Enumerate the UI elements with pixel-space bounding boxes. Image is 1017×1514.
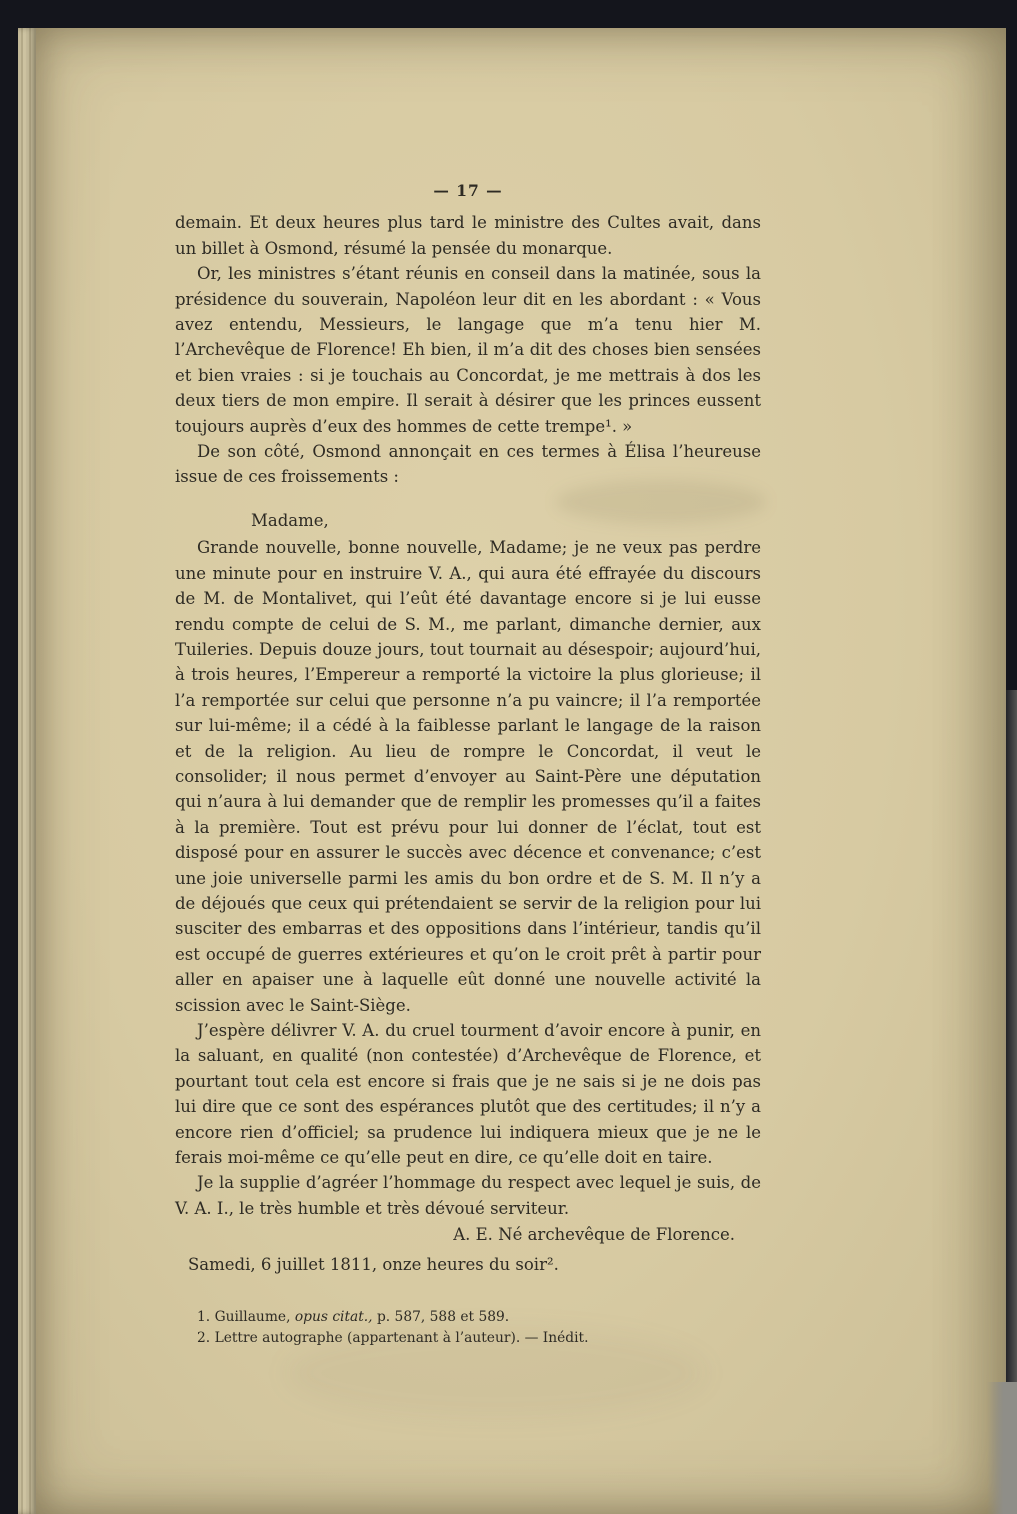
letter-paragraph-1: Grande nouvelle, bonne nouvelle, Madame; je ne veux pas perdre une minute pour en instruire V. A., qui aura été effrayée du discours de M. de Montalivet, qui l’eût été davantage encore si je lui eusse rendu compte de celui de S. M., me parlant, dimanche dernier, aux Tuileries. Depuis douze jours, tout tournait au désespoir; aujourd’hui, à trois heures, l’Empereur a remporté la victoire la plus glorieuse; il l’a remportée sur celui que personne n’a pu vaincre; il l’a remportée sur lui-même; il a cédé à la faiblesse parlant le langage de la raison et de la religion. Au lieu de rompre le Concordat, il veut le consolider; il nous permet d’envoyer au Saint-Père une députation qui n’aura à lui demander que de remplir les promesses qu’il a faites à la première. Tout est prévu pour lui donner de l’éclat, tout est disposé pour en assurer le succès avec décence et convenance; c’est une joie universelle parmi les amis du bon ordre et de S. M. Il n’y a de déjoués que ceux qui prétendaient se servir de la religion pour lui susciter des embarras et des oppositions dans l’intérieur, tandis qu’il est occupé de guerres extérieures et qu’on le croit prêt à partir pour aller en apaiser une à laquelle eût donné une nouvelle activité la scission avec le Saint-Siège. — [175, 538, 761, 1015]
footnote-text: p. 587, 588 et 589. — [372, 1309, 510, 1326]
letter-signature: A. E. Né archevêque de Florence. — [453, 1225, 735, 1245]
page-edge-wear — [1003, 690, 1017, 1390]
footnote-text-italic: opus citat., — [294, 1309, 373, 1326]
letter-salutation: Madame, — [251, 510, 329, 530]
footnote-2 — [197, 1328, 761, 1349]
letter-paragraph-2: J’espère délivrer V. A. du cruel tourment d’avoir encore à punir, en la saluant, en qualité (non contestée) d’Archevêque de Florence, et pourtant tout cela est encore si frais que je ne sais si je ne dois pas lui dire que ce sont des espérances plutôt que des certitudes; il n’y a encore rien d’officiel; sa prudence lui indiquera mieux que je ne le ferais moi-même ce qu’elle peut en dire, ce qu’elle doit en taire. — [175, 1021, 761, 1168]
footnote-1 — [197, 1307, 761, 1328]
page-content — [175, 178, 761, 1349]
paragraph-osmond-intro: De son côté, Osmond annonçait en ces termes à Élisa l’heureuse issue de ces froissements : — [175, 442, 761, 487]
footnote-text: Lettre autographe (appartenant à l’auteur). — Inédit. — [214, 1330, 589, 1347]
paragraph-council: Or, les ministres s’étant réunis en conseil dans la matinée, sous la présidence du souverain, Napoléon leur dit en les abordant : « Vous avez entendu, Messieurs, le langage que m’a tenu hier M. l’Archevêque de Florence! Eh bien, il m’a dit des choses bien sensées et bien vraies : si je touchais au Concordat, je me mettrais à dos les deux tiers de mon empire. Il serait à désirer que les princes eussent toujours auprès d’eux des hommes de cette trempe¹. » — [175, 264, 761, 436]
corner-wear — [987, 1382, 1017, 1514]
letter-dateline: Samedi, 6 juillet 1811, onze heures du soir². — [188, 1254, 559, 1274]
footnotes — [175, 1307, 761, 1349]
letter-paragraph-3: Je la supplie d’agréer l’hommage du respect avec lequel je suis, de V. A. I., le très humble et très dévoué serviteur. — [175, 1173, 761, 1218]
footnote-text: Guillaume, — [214, 1309, 295, 1326]
page-number: — 17 — — [433, 181, 503, 200]
book-page-edge — [18, 28, 36, 1514]
paragraph-continuation: demain. Et deux heures plus tard le ministre des Cultes avait, dans un billet à Osmond, résumé la pensée du monarque. — [175, 213, 761, 258]
book-page — [36, 28, 1006, 1514]
footnote-marker: 1. — [197, 1309, 211, 1326]
footnote-marker: 2. — [197, 1330, 211, 1347]
